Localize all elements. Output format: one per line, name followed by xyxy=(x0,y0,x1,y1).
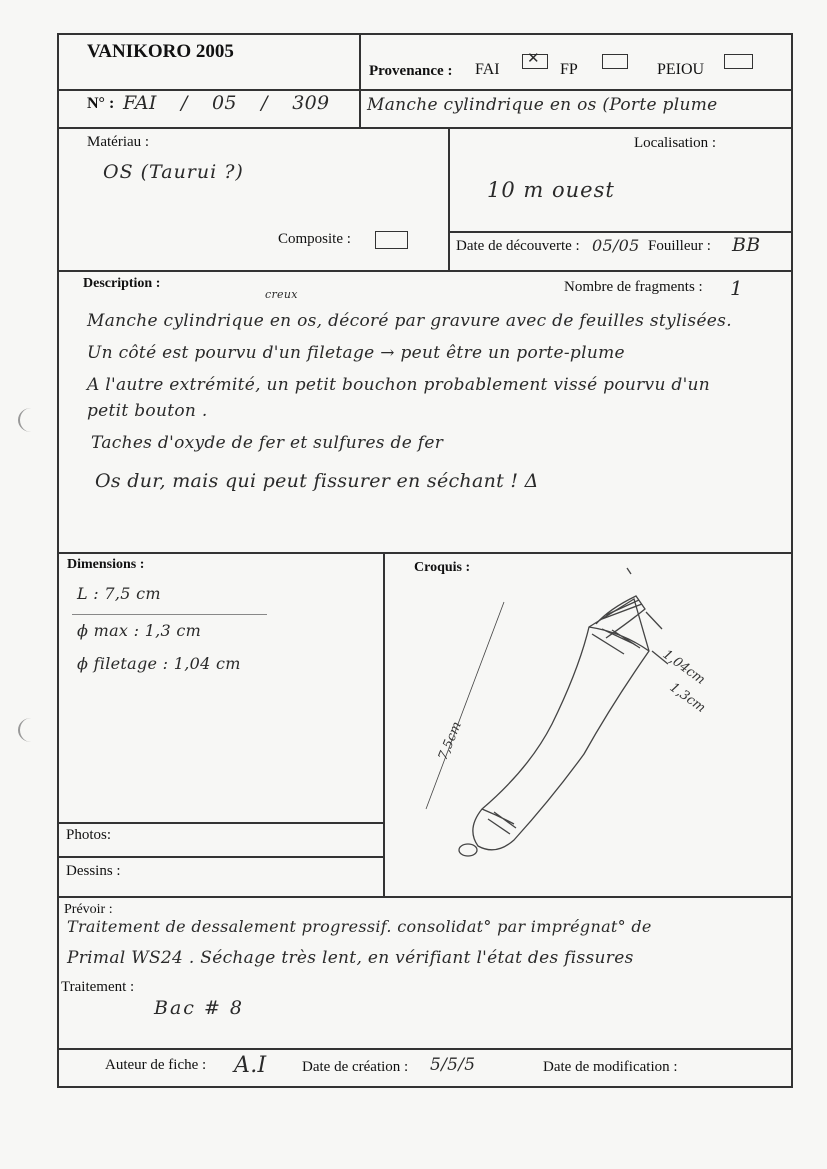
location-label: Localisation : xyxy=(634,135,717,151)
description-label: Description : xyxy=(83,276,161,291)
location-value: 10 m ouest xyxy=(487,178,615,202)
provenance-option-fai: FAI xyxy=(475,61,500,78)
digger-value: BB xyxy=(732,234,761,256)
provenance-option-peiou: PEIOU xyxy=(657,61,705,78)
checkbox-check-mark: ✕ xyxy=(527,49,540,67)
description-line-5: Taches d'oxyde de fer et sulfures de fer xyxy=(91,433,444,453)
description-line-1: Manche cylindrique en os, décoré par gravure avec de feuilles stylisées. xyxy=(87,311,732,331)
provenance-checkbox-fai[interactable] xyxy=(522,49,548,69)
number-label: N° : xyxy=(87,95,115,112)
sketch-annotation-max: 1,3cm xyxy=(666,680,709,716)
form-title: VANIKORO 2005 xyxy=(87,41,234,62)
dimension-max-diameter: ϕ max : 1,3 cm xyxy=(77,621,202,640)
treatment-label: Traitement : xyxy=(61,979,135,995)
author-value: A.I xyxy=(234,1053,267,1078)
description-line-2: Un côté est pourvu d'un filetage → peut être un porte-plume xyxy=(87,343,625,363)
provenance-checkbox-peiou[interactable] xyxy=(724,54,753,69)
description-insert-word: creux xyxy=(265,288,298,301)
material-value: OS (Taurui ?) xyxy=(103,161,244,183)
treatment-value: Bac # 8 xyxy=(154,997,245,1019)
photos-label: Photos: xyxy=(66,827,112,843)
material-label: Matériau : xyxy=(87,134,150,150)
composite-checkbox[interactable] xyxy=(375,231,408,249)
dimension-length: L : 7,5 cm xyxy=(77,584,161,603)
provenance-checkbox-fp[interactable] xyxy=(602,54,628,69)
dimensions-label: Dimensions : xyxy=(67,557,145,572)
creation-date-value: 5/5/5 xyxy=(430,1055,476,1075)
fragments-label: Nombre de fragments : xyxy=(564,279,703,295)
dimension-thread-diameter: ϕ filetage : 1,04 cm xyxy=(77,654,241,673)
number-value: FAI / 05 / 309 xyxy=(123,92,330,114)
planning-line-1: Traitement de dessalement progressif. consolidat° par imprégnat° de xyxy=(67,917,652,936)
provenance-label: Provenance : xyxy=(369,63,453,79)
description-line-6: Os dur, mais qui peut fissurer en séchant ! Δ xyxy=(95,470,539,492)
digger-label: Fouilleur : xyxy=(648,238,711,254)
punch-hole-bottom xyxy=(18,718,44,742)
sketch-annotation-length: 7,5cm xyxy=(435,719,465,763)
punch-hole-top xyxy=(18,408,44,432)
description-line-3: A l'autre extrémité, un petit bouchon probablement vissé pourvu d'un xyxy=(87,375,711,395)
sketch-annotation-thread: 1,04cm xyxy=(659,647,708,688)
sketch-label: Croquis : xyxy=(414,560,471,575)
modification-date-label: Date de modification : xyxy=(543,1059,678,1075)
drawings-label: Dessins : xyxy=(66,863,121,879)
fragments-value: 1 xyxy=(730,276,744,300)
planning-label: Prévoir : xyxy=(64,902,113,917)
discovery-date-label: Date de découverte : xyxy=(456,238,580,254)
provenance-option-fp: FP xyxy=(560,61,578,78)
composite-label: Composite : xyxy=(278,231,351,247)
object-name: Manche cylindrique en os (Porte plume xyxy=(367,95,718,115)
author-label: Auteur de fiche : xyxy=(105,1057,207,1073)
planning-line-2: Primal WS24 . Séchage très lent, en vérifiant l'état des fissures xyxy=(67,948,634,968)
creation-date-label: Date de création : xyxy=(302,1059,409,1075)
object-sketch xyxy=(384,554,791,897)
description-line-4: petit bouton . xyxy=(87,401,208,421)
record-form xyxy=(57,33,793,1088)
discovery-date-value: 05/05 xyxy=(592,236,640,255)
